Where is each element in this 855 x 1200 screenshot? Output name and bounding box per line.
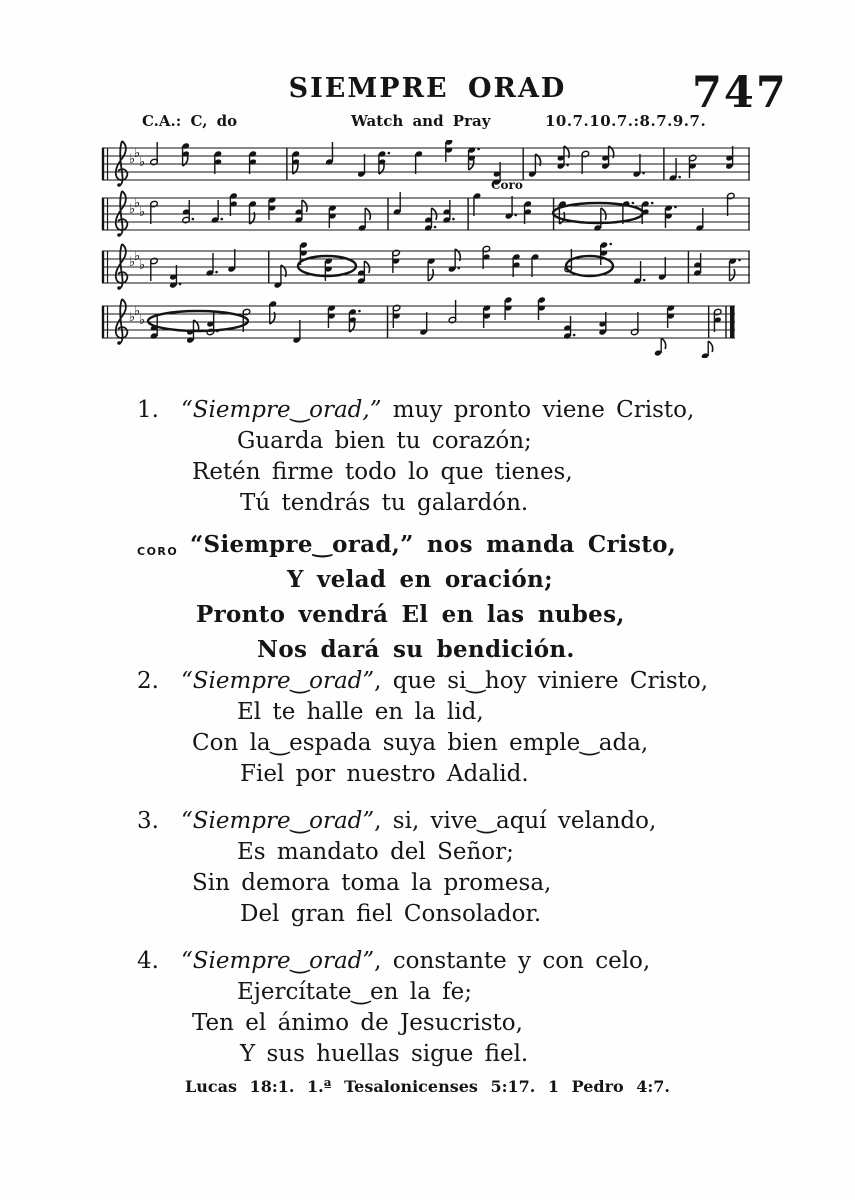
- chorus-line: Y velad en oración;: [287, 566, 553, 593]
- svg-text:♭: ♭: [129, 255, 136, 270]
- key-signature-label: C.A.: C, do: [142, 112, 238, 130]
- verse-opening-italic: “Siempre‿orad”: [181, 948, 375, 974]
- svg-text:♭: ♭: [139, 313, 146, 328]
- verse-number: 3.: [137, 808, 159, 834]
- verse-line-rest: , si, vive‿aquí velando,: [374, 808, 657, 834]
- chorus-line: Pronto vendrá El en las nubes,: [196, 601, 625, 628]
- verse-line: Guarda bien tu corazón;: [237, 428, 532, 454]
- svg-text:♭: ♭: [134, 196, 141, 211]
- hymn-number: 747: [692, 68, 788, 118]
- verse-line: Y sus huellas sigue fiel.: [240, 1041, 529, 1067]
- verse-line: Fiel por nuestro Adalid.: [240, 761, 529, 787]
- svg-text:♭: ♭: [129, 310, 136, 325]
- scripture-references: Lucas 18:1. 1.ª Tesalonicenses 5:17. 1 Pedro 4:7.: [184, 1077, 670, 1096]
- verse-line: [0, 946, 855, 977]
- verse-line: Sin demora toma la promesa,: [192, 870, 552, 896]
- svg-text:♭: ♭: [134, 304, 141, 319]
- verse-line: [0, 666, 855, 697]
- verse-number: 1.: [137, 397, 159, 423]
- chorus: [0, 527, 855, 667]
- meter-label: 10.7.10.7.:8.7.9.7.: [545, 112, 707, 130]
- verse-line: Retén firme todo lo que tienes,: [192, 459, 573, 485]
- verse-number: 4.: [137, 948, 159, 974]
- verse-line: Ejercítate‿en la fe;: [237, 979, 473, 1005]
- hymn-title: SIEMPRE ORAD: [288, 73, 567, 104]
- verse-line: [0, 806, 855, 837]
- verse-line: Con la‿espada suya bien emple‿ada,: [192, 730, 649, 756]
- verse-opening-italic: “Siempre‿orad”: [181, 668, 375, 694]
- tune-name: Watch and Pray: [351, 112, 491, 130]
- verse-number: 2.: [137, 668, 159, 694]
- svg-text:♭: ♭: [134, 249, 141, 264]
- chorus-label: CORO: [137, 545, 179, 558]
- verse-line-rest: muy pronto viene Cristo,: [381, 397, 695, 423]
- verse-line: Tú tendrás tu galardón.: [240, 490, 529, 516]
- verse-line: [0, 395, 855, 426]
- hymn-meta-row: [0, 112, 855, 134]
- coro-staff-label: Coro: [491, 178, 523, 192]
- verse-2: [0, 666, 855, 790]
- verse-line: El te halle en la lid,: [237, 699, 484, 725]
- verse-3: [0, 806, 855, 930]
- verse-line: Es mandato del Señor;: [237, 839, 514, 865]
- verse-opening-italic: “Siempre‿orad,”: [181, 397, 382, 423]
- verse-1: [0, 395, 855, 519]
- music-score: [98, 140, 758, 358]
- verse-line: Del gran fiel Consolador.: [240, 901, 542, 927]
- svg-text:♭: ♭: [139, 155, 146, 170]
- chorus-line: “Siempre‿orad,” nos manda Cristo,: [190, 531, 677, 558]
- svg-text:♭: ♭: [139, 258, 146, 273]
- svg-text:♭: ♭: [139, 205, 146, 220]
- chorus-line: Nos dará su bendición.: [257, 636, 575, 663]
- svg-text:♭: ♭: [129, 202, 136, 217]
- verse-line: Ten el ánimo de Jesucristo,: [192, 1010, 523, 1036]
- verse-line-rest: , que si‿hoy viniere Cristo,: [374, 668, 709, 694]
- verse-4: [0, 946, 855, 1070]
- svg-text:♭: ♭: [134, 146, 141, 161]
- verse-line-rest: , constante y con celo,: [374, 948, 651, 974]
- svg-text:♭: ♭: [129, 152, 136, 167]
- verse-opening-italic: “Siempre‿orad”: [181, 808, 375, 834]
- sheet-music-staves: [98, 140, 758, 358]
